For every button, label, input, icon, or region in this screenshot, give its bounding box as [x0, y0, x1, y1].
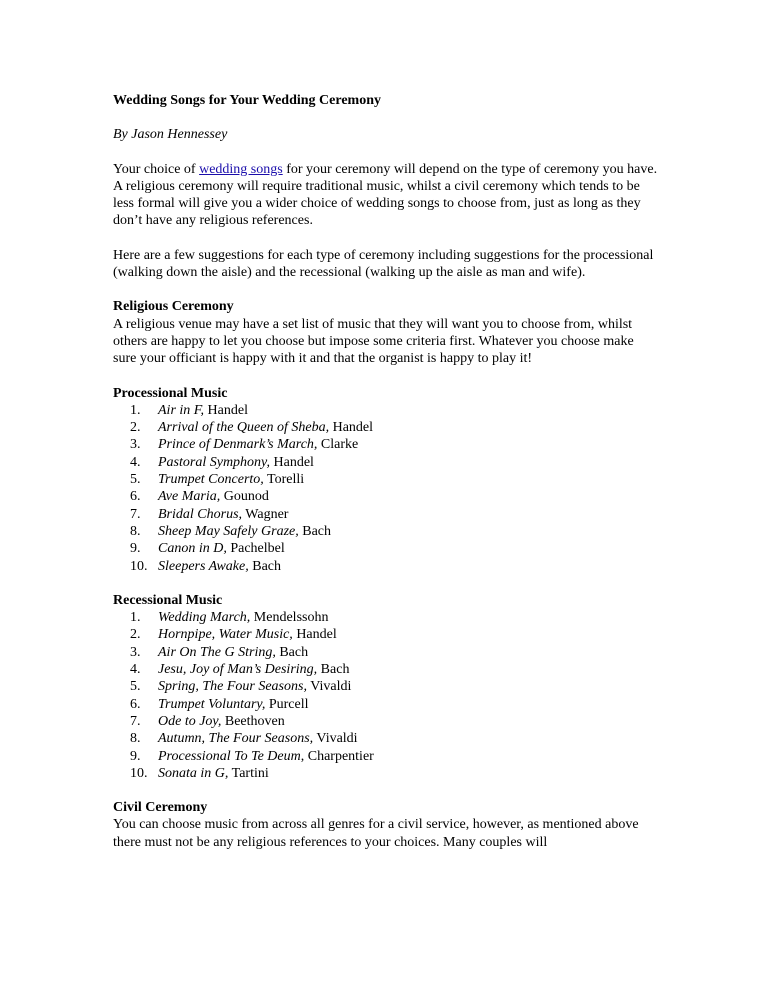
document-body [113, 92, 658, 851]
civil-paragraph: You can choose music from across all genres for a civil service, however, as mentioned above there must not be any religious references to your choices. Many couples will [113, 817, 639, 850]
byline: By Jason Hennessey [113, 127, 228, 143]
piece-title: Ave Maria, [158, 489, 221, 505]
item-number: 8. [130, 731, 141, 747]
list-item [113, 506, 658, 523]
composer: Bach [317, 662, 350, 678]
composer: Gounod [220, 489, 269, 505]
list-item [113, 523, 658, 540]
list-item [113, 609, 658, 626]
list-item [113, 696, 658, 713]
list-item [113, 402, 658, 419]
composer: , Charpentier [300, 748, 374, 764]
list-item [113, 644, 658, 661]
piece-title: Bridal Chorus, [158, 506, 243, 522]
piece-title: Processional To Te Deum [158, 748, 301, 764]
piece-title: Spring, The Four Seasons, [158, 679, 307, 695]
composer: Pachelbel [226, 541, 285, 557]
list-item [113, 471, 658, 488]
composer: Wagner [242, 506, 289, 522]
item-number: 7. [130, 713, 141, 729]
item-number: 7. [130, 506, 141, 522]
composer: Handel [292, 627, 337, 643]
suggestions-paragraph: Here are a few suggestions for each type of ceremony including suggestions for the processional (walking down the aisle) and the recessional (walking up the aisle as man and wife). [113, 247, 654, 281]
list-item [113, 419, 658, 436]
composer: Purcell [265, 696, 309, 712]
intro-text-after-link: for your ceremony will depend on the type of ceremony you have. A religious ceremony will require traditional music, whilst a civil ceremony which tends to be less formal will give you a wider choice of wedding songs to choose from, just as long as they don’t have any religious references. [113, 161, 658, 229]
wedding-songs-link[interactable]: wedding songs [199, 161, 283, 177]
piece-title: Autumn, The Four Seasons, [158, 731, 314, 747]
item-number: 2. [130, 627, 141, 643]
piece-title: Ode to Joy, [158, 713, 222, 729]
composer: Handel [329, 420, 374, 436]
list-item [113, 540, 658, 557]
piece-title: Air in F, [158, 402, 205, 418]
civil-section [113, 799, 658, 851]
item-number: 9. [130, 748, 141, 764]
item-number: 1. [130, 402, 141, 418]
piece-title: Jesu, Joy of Man’s Desiring, [158, 662, 318, 678]
religious-heading: Religious Ceremony [113, 299, 234, 315]
intro-text-before-link: Your choice of [113, 161, 200, 177]
list-item [113, 436, 658, 453]
item-number: 6. [130, 489, 141, 505]
recessional-heading: Recessional Music [113, 592, 223, 608]
composer: Handel [204, 402, 248, 418]
list-item [113, 661, 658, 678]
list-item [113, 678, 658, 695]
religious-paragraph: A religious venue may have a set list of music that they will want you to choose from, whilst others are happy to let you choose but impose some criteria first. Whatever you choose make sure your officiant is happy with it and that the organist is happy to play it! [113, 316, 634, 367]
composer: Vivaldi [313, 731, 358, 747]
composer: Mendelssohn [250, 610, 329, 626]
item-number: 4. [130, 662, 141, 678]
composer: Bach [275, 644, 309, 660]
item-number: 4. [130, 454, 141, 470]
composer: Clarke [317, 437, 359, 453]
list-item [113, 488, 658, 505]
item-number: 5. [130, 472, 141, 488]
piece-title: Hornpipe, Water Music, [158, 627, 293, 643]
piece-title: Trumpet Voluntary, [158, 696, 266, 712]
piece-title: Sonata in G, [158, 765, 229, 781]
item-number: 8. [130, 523, 141, 539]
item-number: 9. [130, 541, 141, 557]
item-number: 3. [130, 437, 141, 453]
item-number: 2. [130, 420, 141, 436]
piece-title: Pastoral Symphony, [158, 454, 270, 470]
piece-title: Sleepers Awake, [158, 558, 249, 574]
item-number: 10. [130, 765, 148, 781]
intro-paragraph [113, 161, 658, 230]
piece-title: Wedding March, [158, 610, 251, 626]
composer: Bach [298, 523, 331, 539]
list-item [113, 748, 658, 765]
recessional-section [113, 592, 658, 782]
piece-title: Air On The G String, [158, 644, 276, 660]
piece-title: Arrival of the Queen of Sheba, [158, 420, 330, 436]
civil-heading: Civil Ceremony [113, 800, 208, 816]
document-title: Wedding Songs for Your Wedding Ceremony [113, 93, 382, 108]
composer: Bach [248, 558, 281, 574]
list-item [113, 558, 658, 575]
list-item [113, 713, 658, 730]
processional-section [113, 385, 658, 575]
list-item [113, 765, 658, 782]
item-number: 10. [130, 558, 148, 574]
composer: Tartini [228, 765, 269, 781]
list-item [113, 730, 658, 747]
composer: Torelli [263, 472, 305, 488]
piece-title: Sheep May Safely Graze, [158, 523, 299, 539]
list-item [113, 454, 658, 471]
composer: Beethoven [221, 713, 285, 729]
processional-list [113, 402, 658, 575]
list-item [113, 626, 658, 643]
religious-section [113, 298, 658, 367]
item-number: 6. [130, 696, 141, 712]
composer: Handel [270, 454, 314, 470]
piece-title: Trumpet Concerto, [158, 472, 264, 488]
recessional-list [113, 609, 658, 782]
item-number: 3. [130, 644, 141, 660]
piece-title: Canon in D, [158, 541, 227, 557]
composer: Vivaldi [306, 679, 352, 695]
processional-heading: Processional Music [113, 385, 228, 401]
item-number: 1. [130, 610, 141, 626]
item-number: 5. [130, 679, 141, 695]
piece-title: Prince of Denmark’s March, [158, 437, 318, 453]
